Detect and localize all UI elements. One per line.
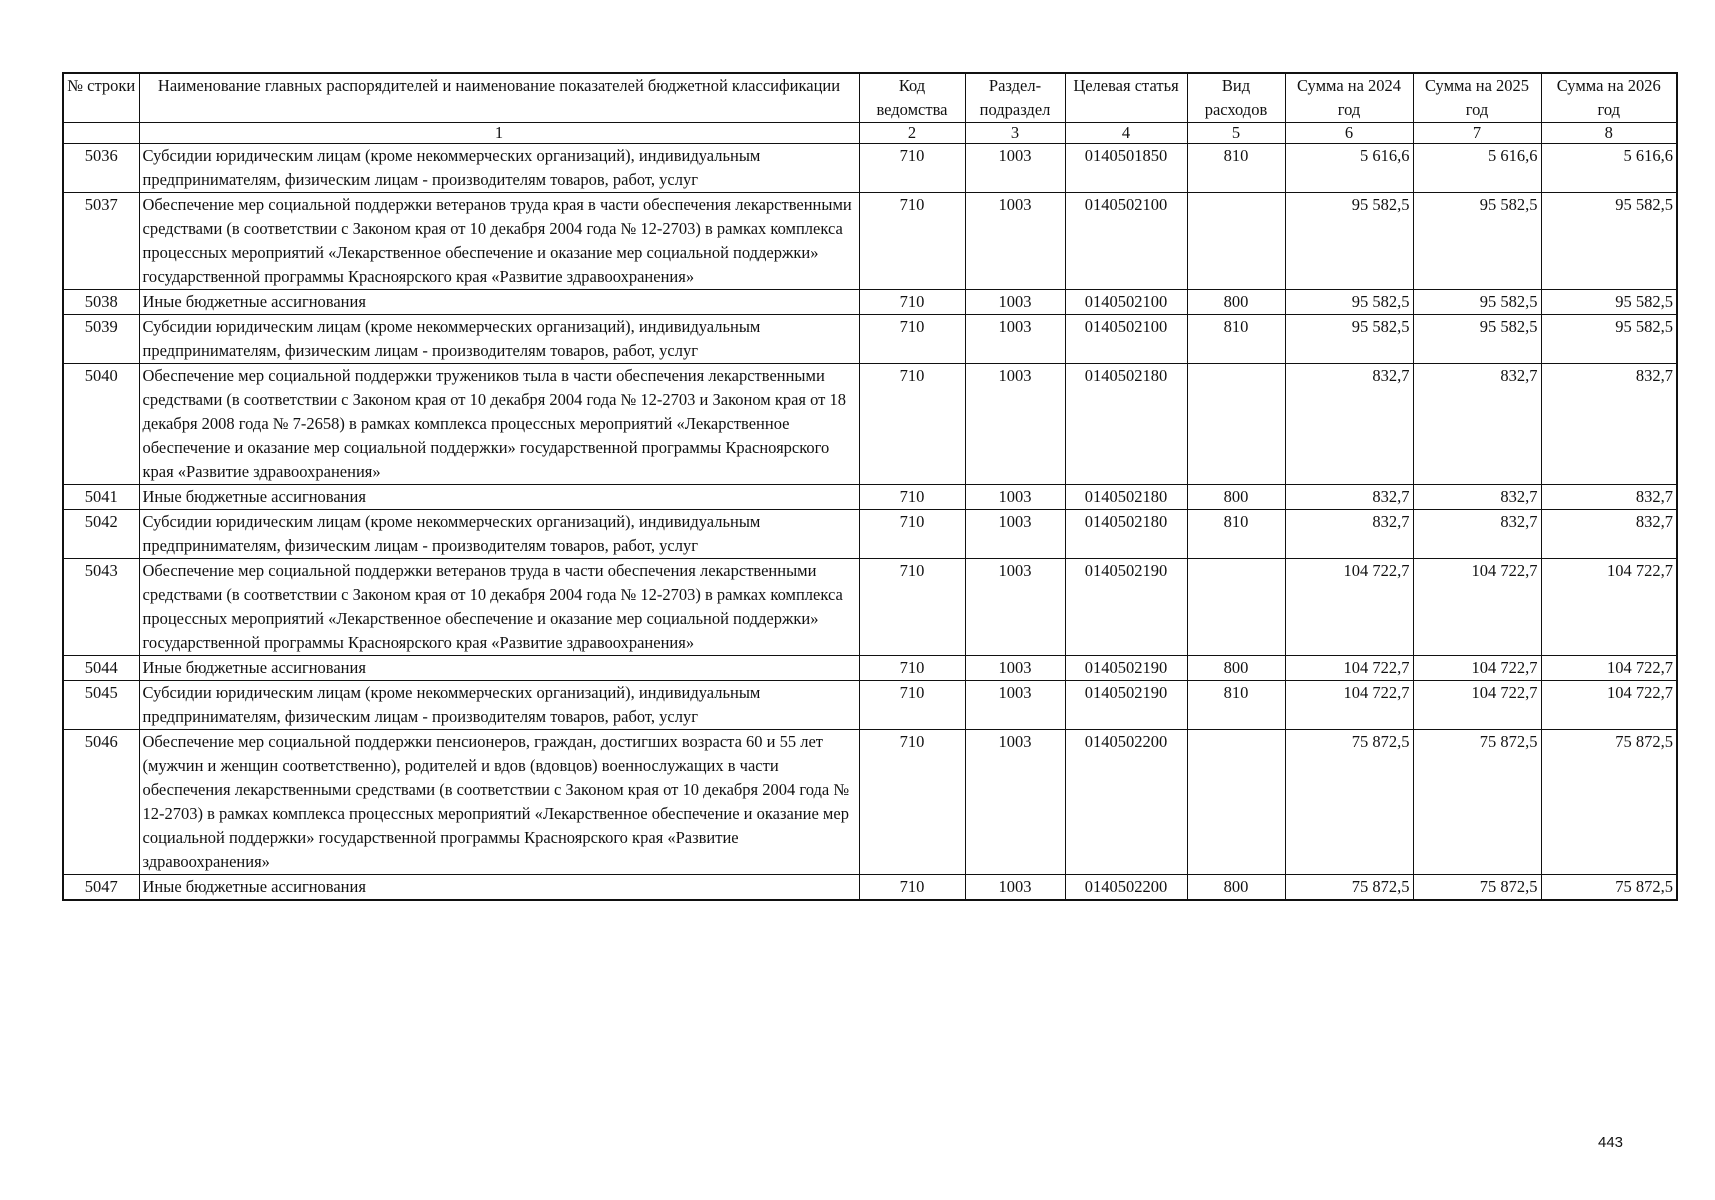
sum-2024-cell: 75 872,5 (1285, 730, 1413, 875)
sum-2024-cell: 104 722,7 (1285, 559, 1413, 656)
sum-2024-cell: 832,7 (1285, 485, 1413, 510)
expense-type-cell: 800 (1187, 875, 1285, 901)
expense-type-cell: 810 (1187, 510, 1285, 559)
sum-2026-cell: 95 582,5 (1541, 193, 1677, 290)
column-number: 7 (1413, 123, 1541, 144)
expense-type-cell: 800 (1187, 485, 1285, 510)
section-cell: 1003 (965, 730, 1065, 875)
row-name-cell: Обеспечение мер социальной поддержки тружеников тыла в части обеспечения лекарственными средствами (в соответствии с Законом края от 10 декабря 2004 года № 12-2703 и Законом края от 18 декабря 2008 года № 7-2658) в рамках комплекса процессных мероприятий «Лекарственное обеспечение и оказание мер социальной поддержки» государственной программы Красноярского края «Развитие здравоохранения» (139, 364, 859, 485)
sum-2024-cell: 95 582,5 (1285, 193, 1413, 290)
expense-type-cell: 800 (1187, 290, 1285, 315)
table-row (63, 656, 1677, 681)
sum-2025-cell: 95 582,5 (1413, 193, 1541, 290)
column-number: 8 (1541, 123, 1677, 144)
dept-code-cell: 710 (859, 315, 965, 364)
sum-2024-cell: 95 582,5 (1285, 315, 1413, 364)
header-sum-2024: Сумма на 2024 год (1285, 73, 1413, 123)
row-name-cell: Субсидии юридическим лицам (кроме некоммерческих организаций), индивидуальным предпринимателям, физическим лицам - производителям товаров, работ, услуг (139, 315, 859, 364)
target-article-cell: 0140502200 (1065, 875, 1187, 901)
expense-type-cell: 810 (1187, 144, 1285, 193)
column-number: 4 (1065, 123, 1187, 144)
table-body (63, 144, 1677, 901)
expense-type-cell: 800 (1187, 656, 1285, 681)
column-number: 2 (859, 123, 965, 144)
target-article-cell: 0140502190 (1065, 681, 1187, 730)
row-name-cell: Обеспечение мер социальной поддержки пенсионеров, граждан, достигших возраста 60 и 55 лет (мужчин и женщин соответственно), родителей и вдов (вдовцов) военнослужащих в части обеспечения лекарственными средствами (в соответствии с Законом края от 10 декабря 2004 года № 12-2703) в рамках комплекса процессных мероприятий «Лекарственное обеспечение и оказание мер социальной поддержки» государственной программы Красноярского края «Развитие здравоохранения» (139, 730, 859, 875)
row-number-cell: 5045 (63, 681, 139, 730)
table-row (63, 290, 1677, 315)
row-number-cell: 5047 (63, 875, 139, 901)
table-row (63, 193, 1677, 290)
row-name-cell: Иные бюджетные ассигнования (139, 485, 859, 510)
expense-type-cell: 810 (1187, 315, 1285, 364)
dept-code-cell: 710 (859, 656, 965, 681)
dept-code-cell: 710 (859, 730, 965, 875)
header-sum-2025: Сумма на 2025 год (1413, 73, 1541, 123)
sum-2025-cell: 95 582,5 (1413, 290, 1541, 315)
sum-2026-cell: 75 872,5 (1541, 730, 1677, 875)
expense-type-cell (1187, 364, 1285, 485)
target-article-cell: 0140502190 (1065, 559, 1187, 656)
section-cell: 1003 (965, 656, 1065, 681)
sum-2026-cell: 5 616,6 (1541, 144, 1677, 193)
header-row-number: № строки (63, 73, 139, 123)
dept-code-cell: 710 (859, 193, 965, 290)
row-name-cell: Субсидии юридическим лицам (кроме некоммерческих организаций), индивидуальным предпринимателям, физическим лицам - производителям товаров, работ, услуг (139, 144, 859, 193)
header-dept-code: Код ведомства (859, 73, 965, 123)
table-row (63, 144, 1677, 193)
row-name-cell: Субсидии юридическим лицам (кроме некоммерческих организаций), индивидуальным предпринимателям, физическим лицам - производителям товаров, работ, услуг (139, 510, 859, 559)
sum-2025-cell: 832,7 (1413, 485, 1541, 510)
sum-2024-cell: 5 616,6 (1285, 144, 1413, 193)
sum-2024-cell: 95 582,5 (1285, 290, 1413, 315)
expense-type-cell (1187, 730, 1285, 875)
row-number-cell: 5044 (63, 656, 139, 681)
table-row (63, 315, 1677, 364)
target-article-cell: 0140502180 (1065, 485, 1187, 510)
row-number-cell: 5041 (63, 485, 139, 510)
expense-type-cell: 810 (1187, 681, 1285, 730)
section-cell: 1003 (965, 193, 1065, 290)
sum-2026-cell: 75 872,5 (1541, 875, 1677, 901)
table-row (63, 730, 1677, 875)
section-cell: 1003 (965, 144, 1065, 193)
row-number-cell: 5037 (63, 193, 139, 290)
sum-2024-cell: 832,7 (1285, 364, 1413, 485)
section-cell: 1003 (965, 315, 1065, 364)
column-number: 5 (1187, 123, 1285, 144)
row-name-cell: Иные бюджетные ассигнования (139, 290, 859, 315)
dept-code-cell: 710 (859, 290, 965, 315)
sum-2026-cell: 832,7 (1541, 510, 1677, 559)
row-number-cell: 5046 (63, 730, 139, 875)
target-article-cell: 0140502200 (1065, 730, 1187, 875)
row-name-cell: Обеспечение мер социальной поддержки ветеранов труда края в части обеспечения лекарственными средствами (в соответствии с Законом края от 10 декабря 2004 года № 12-2703) в рамках комплекса процессных мероприятий «Лекарственное обеспечение и оказание мер социальной поддержки» государственной программы Красноярского края «Развитие здравоохранения» (139, 193, 859, 290)
section-cell: 1003 (965, 875, 1065, 901)
row-number-cell: 5040 (63, 364, 139, 485)
section-cell: 1003 (965, 364, 1065, 485)
column-number: 6 (1285, 123, 1413, 144)
sum-2025-cell: 75 872,5 (1413, 875, 1541, 901)
budget-table (62, 72, 1678, 901)
row-number-cell: 5038 (63, 290, 139, 315)
sum-2026-cell: 832,7 (1541, 364, 1677, 485)
sum-2025-cell: 75 872,5 (1413, 730, 1541, 875)
column-number: 3 (965, 123, 1065, 144)
target-article-cell: 0140502100 (1065, 315, 1187, 364)
dept-code-cell: 710 (859, 364, 965, 485)
target-article-cell: 0140501850 (1065, 144, 1187, 193)
sum-2026-cell: 95 582,5 (1541, 290, 1677, 315)
row-name-cell: Обеспечение мер социальной поддержки ветеранов труда в части обеспечения лекарственными средствами (в соответствии с Законом края от 10 декабря 2004 года № 12-2703) в рамках комплекса процессных мероприятий «Лекарственное обеспечение и оказание мер социальной поддержки» государственной программы Красноярского края «Развитие здравоохранения» (139, 559, 859, 656)
table-row (63, 559, 1677, 656)
sum-2025-cell: 832,7 (1413, 510, 1541, 559)
target-article-cell: 0140502180 (1065, 510, 1187, 559)
expense-type-cell (1187, 193, 1285, 290)
section-cell: 1003 (965, 290, 1065, 315)
section-cell: 1003 (965, 681, 1065, 730)
row-name-cell: Иные бюджетные ассигнования (139, 875, 859, 901)
section-cell: 1003 (965, 559, 1065, 656)
section-cell: 1003 (965, 510, 1065, 559)
table-row (63, 364, 1677, 485)
sum-2025-cell: 104 722,7 (1413, 559, 1541, 656)
dept-code-cell: 710 (859, 144, 965, 193)
dept-code-cell: 710 (859, 485, 965, 510)
header-row (63, 73, 1677, 123)
target-article-cell: 0140502190 (1065, 656, 1187, 681)
dept-code-cell: 710 (859, 681, 965, 730)
sum-2025-cell: 5 616,6 (1413, 144, 1541, 193)
header-expense-type: Вид расходов (1187, 73, 1285, 123)
column-number-row (63, 123, 1677, 144)
target-article-cell: 0140502180 (1065, 364, 1187, 485)
section-cell: 1003 (965, 485, 1065, 510)
table-row (63, 485, 1677, 510)
row-number-cell: 5042 (63, 510, 139, 559)
header-section: Раздел-подраздел (965, 73, 1065, 123)
dept-code-cell: 710 (859, 510, 965, 559)
row-number-cell: 5036 (63, 144, 139, 193)
sum-2026-cell: 832,7 (1541, 485, 1677, 510)
sum-2024-cell: 75 872,5 (1285, 875, 1413, 901)
page-number: 443 (1598, 1134, 1624, 1151)
table-row (63, 681, 1677, 730)
sum-2024-cell: 104 722,7 (1285, 681, 1413, 730)
row-number-cell: 5043 (63, 559, 139, 656)
sum-2025-cell: 95 582,5 (1413, 315, 1541, 364)
table-row (63, 875, 1677, 901)
column-number (63, 123, 139, 144)
column-number: 1 (139, 123, 859, 144)
row-number-cell: 5039 (63, 315, 139, 364)
header-target-article: Целевая статья (1065, 73, 1187, 123)
row-name-cell: Субсидии юридическим лицам (кроме некоммерческих организаций), индивидуальным предпринимателям, физическим лицам - производителям товаров, работ, услуг (139, 681, 859, 730)
table-row (63, 510, 1677, 559)
dept-code-cell: 710 (859, 559, 965, 656)
sum-2025-cell: 104 722,7 (1413, 681, 1541, 730)
sum-2025-cell: 104 722,7 (1413, 656, 1541, 681)
expense-type-cell (1187, 559, 1285, 656)
sum-2026-cell: 95 582,5 (1541, 315, 1677, 364)
sum-2026-cell: 104 722,7 (1541, 559, 1677, 656)
sum-2024-cell: 104 722,7 (1285, 656, 1413, 681)
row-name-cell: Иные бюджетные ассигнования (139, 656, 859, 681)
target-article-cell: 0140502100 (1065, 290, 1187, 315)
sum-2026-cell: 104 722,7 (1541, 681, 1677, 730)
dept-code-cell: 710 (859, 875, 965, 901)
header-name: Наименование главных распорядителей и наименование показателей бюджетной классификации (139, 73, 859, 123)
sum-2026-cell: 104 722,7 (1541, 656, 1677, 681)
header-sum-2026: Сумма на 2026 год (1541, 73, 1677, 123)
target-article-cell: 0140502100 (1065, 193, 1187, 290)
sum-2025-cell: 832,7 (1413, 364, 1541, 485)
sum-2024-cell: 832,7 (1285, 510, 1413, 559)
